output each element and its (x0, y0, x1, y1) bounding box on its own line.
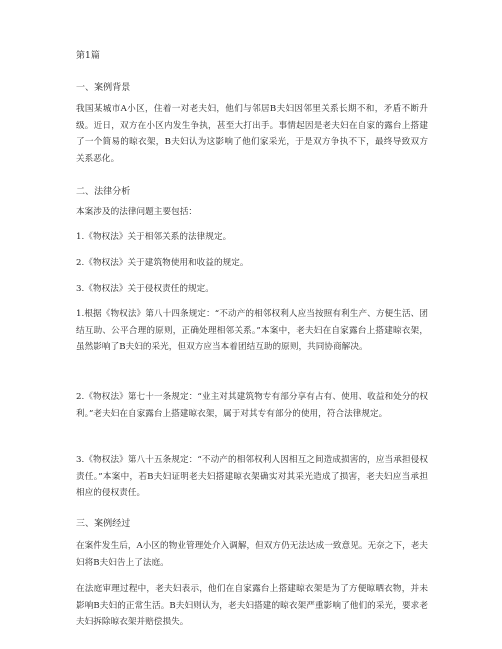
analysis-intro: 本案涉及的法律问题主要包括： (76, 207, 198, 217)
background-paragraph: 我国某城市A小区，住着一对老夫妇，他们与邻居B夫妇因邻里关系长期不和，矛盾不断升级。近日，双方在小区内发生争执，甚至大打出手。事情起因是老夫妇在自家的露台上搭建了一个简易的晾衣架，B夫妇认为这影响了他们家采光，于是双方争执不下，最终导致双方关系恶化。 (76, 104, 428, 164)
section-heading-analysis: 二、法律分析 (76, 187, 131, 197)
part-title: 第1篇 (76, 51, 100, 61)
process-paragraph-2: 在法庭审理过程中，老夫妇表示，他们在自家露台上搭建晾衣架是为了方便晾晒衣物，并未影响B夫妇的正常生活。B夫妇则认为，老夫妇搭建的晾衣架严重影响了他们的采光，要求老夫妇拆除晾衣架并赔偿损失。 (76, 584, 428, 627)
analysis-item-3: 3.《物权法》关于侵权责任的规定。 (76, 284, 214, 294)
analysis-detail-1: 1.根据《物权法》第八十四条规定：“不动产的相邻权利人应当按照有利生产、方便生活、团结互助、公平合理的原则，正确处理相邻关系。”本案中，老夫妇在自家露台上搭建晾衣架，虽然影响了B夫妇的采光，但双方应当本着团结互助的原则，共同协商解决。 (76, 309, 428, 352)
section-heading-process: 三、案例经过 (76, 519, 131, 529)
analysis-item-1: 1.《物权法》关于相邻关系的法律规定。 (76, 232, 232, 242)
analysis-item-2: 2.《物权法》关于建筑物使用和收益的规定。 (76, 258, 249, 268)
section-heading-background: 一、案例背景 (76, 83, 131, 93)
analysis-detail-2: 2.《物权法》第七十一条规定：“业主对其建筑物专有部分享有占有、使用、收益和处分的权利。”老夫妇在自家露台上搭建晾衣架，属于对其专有部分的使用，符合法律规定。 (76, 392, 428, 419)
analysis-detail-3: 3.《物权法》第八十五条规定：“不动产的相邻权利人因相互之间造成损害的，应当承担侵权责任。”本案中，若B夫妇证明老夫妇搭建晾衣架确实对其采光造成了损害，老夫妇应当承担相应的侵权责任。 (76, 455, 428, 498)
process-paragraph-1: 在案件发生后，A小区的物业管理处介入调解，但双方仍无法达成一致意见。无奈之下，老夫妇将B夫妇告上了法庭。 (76, 541, 429, 568)
